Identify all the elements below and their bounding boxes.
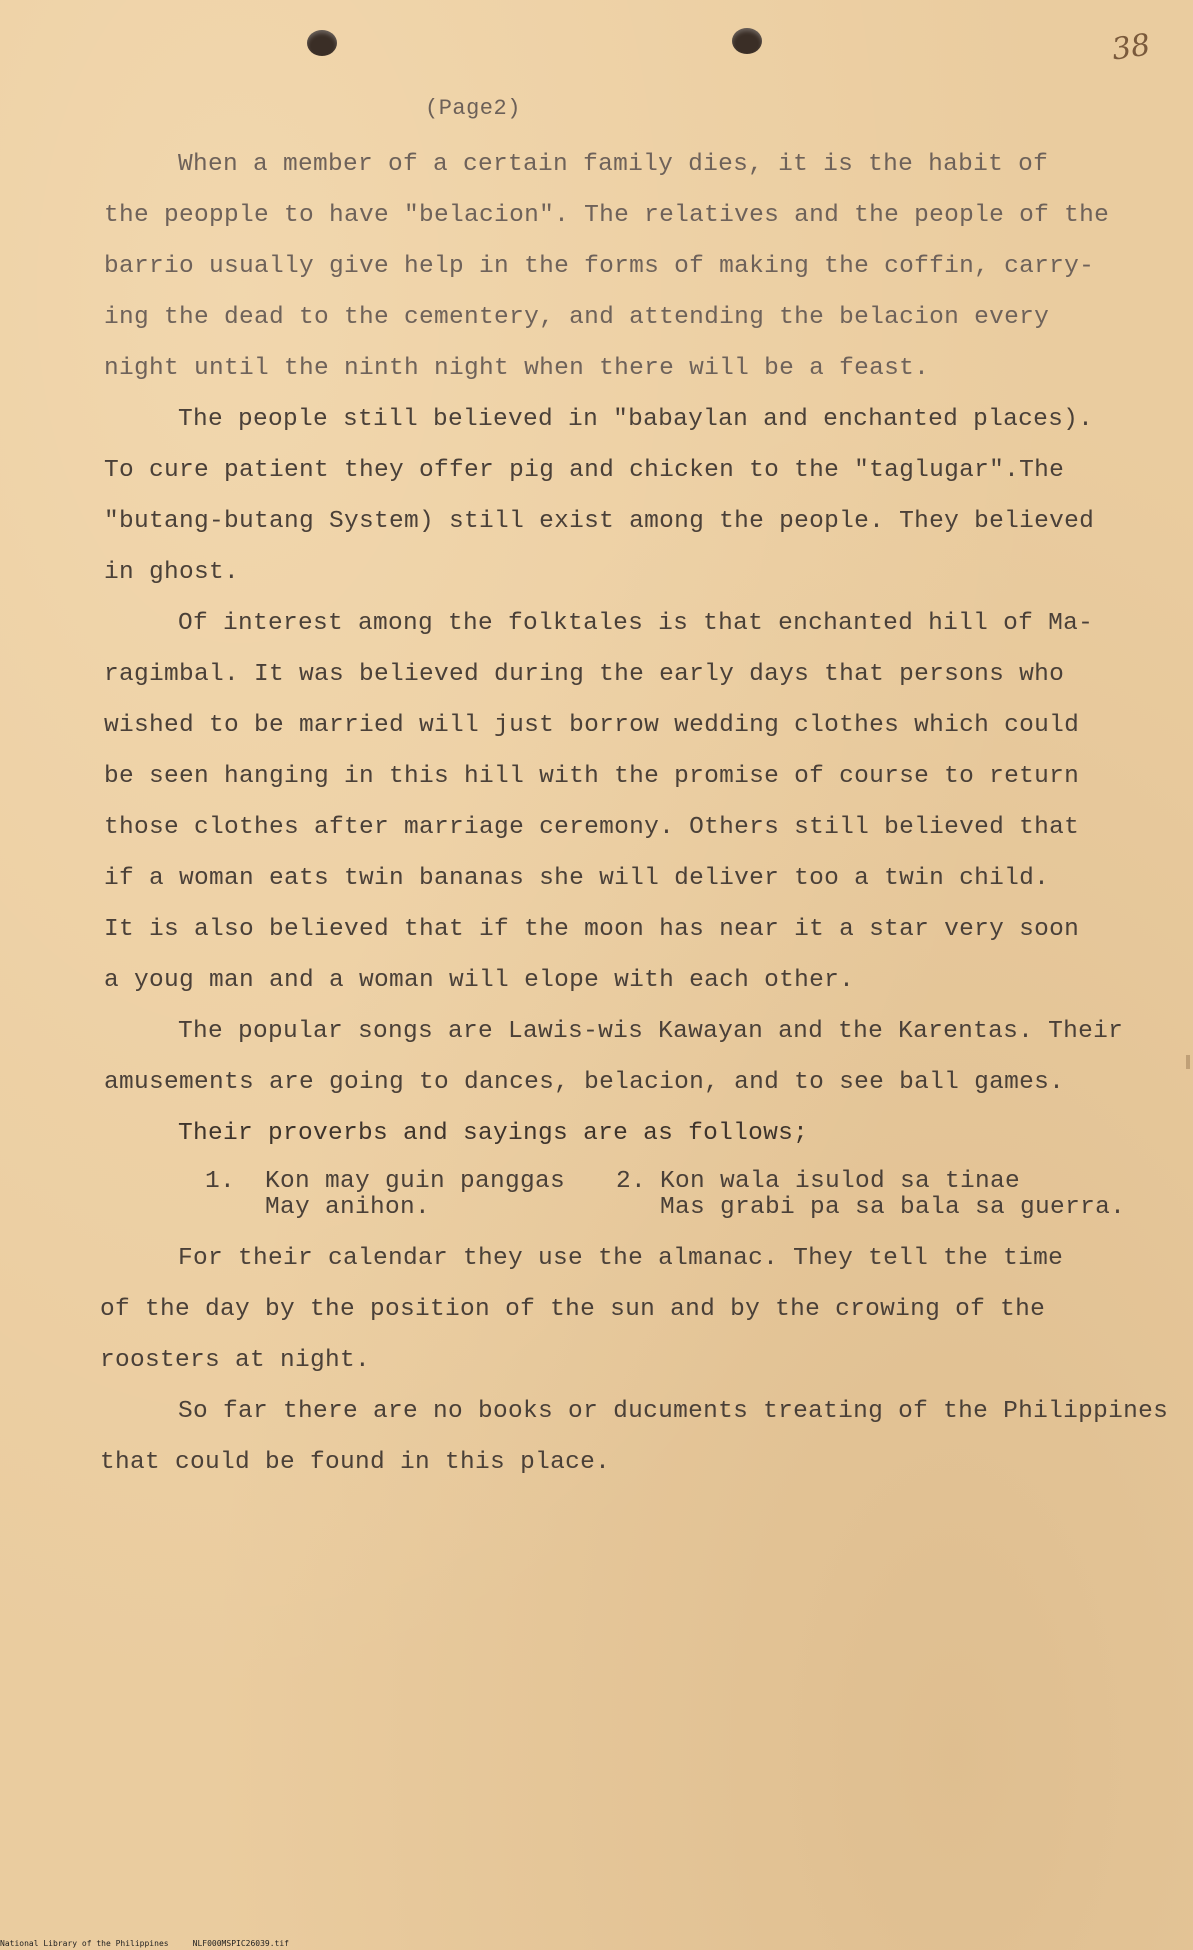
text-line: amusements are going to dances, belacion, and to see ball games. bbox=[104, 1069, 1065, 1096]
proverb-line: Kon may guin panggas bbox=[265, 1168, 566, 1195]
archive-footer: National Library of the Philippines NLF000MSPIC26039.tif bbox=[0, 1939, 289, 1948]
text-line: "butang-butang System) still exist among the people. They believed bbox=[104, 508, 1095, 535]
text-line: Their proverbs and sayings are as follows; bbox=[178, 1120, 809, 1147]
text-line: the peopple to have "belacion". The relatives and the people of the bbox=[104, 202, 1110, 229]
text-line: that could be found in this place. bbox=[100, 1449, 611, 1476]
proverb-number: 1. bbox=[205, 1168, 236, 1195]
text-line: of the day by the position of the sun and by the crowing of the bbox=[100, 1296, 1046, 1323]
text-line: So far there are no books or ducuments treating of the Philippines bbox=[178, 1398, 1169, 1425]
text-line: night until the ninth night when there will be a feast. bbox=[104, 355, 930, 382]
text-line: ragimbal. It was believed during the early days that persons who bbox=[104, 661, 1065, 688]
text-line: roosters at night. bbox=[100, 1347, 371, 1374]
page-label: (Page2) bbox=[425, 96, 521, 121]
text-line: When a member of a certain family dies, it is the habit of bbox=[178, 151, 1049, 178]
handwritten-page-number: 38 bbox=[1109, 27, 1153, 68]
proverb-line: Mas grabi pa sa bala sa guerra. bbox=[660, 1194, 1126, 1221]
text-line: those clothes after marriage ceremony. Others still believed that bbox=[104, 814, 1080, 841]
text-line: The people still believed in "babaylan and enchanted places). bbox=[178, 406, 1094, 433]
text-line: barrio usually give help in the forms of making the coffin, carry- bbox=[104, 253, 1095, 280]
text-line: in ghost. bbox=[104, 559, 240, 586]
punch-hole-left bbox=[307, 30, 337, 56]
text-line: ing the dead to the cementery, and attending the belacion every bbox=[104, 304, 1050, 331]
text-line: To cure patient they offer pig and chicken to the "taglugar".The bbox=[104, 457, 1065, 484]
proverb-number: 2. bbox=[616, 1168, 647, 1195]
text-line: a youg man and a woman will elope with each other. bbox=[104, 967, 855, 994]
text-line: Of interest among the folktales is that enchanted hill of Ma- bbox=[178, 610, 1094, 637]
punch-hole-right bbox=[732, 28, 762, 54]
text-line: It is also believed that if the moon has near it a star very soon bbox=[104, 916, 1080, 943]
text-line: wished to be married will just borrow wedding clothes which could bbox=[104, 712, 1080, 739]
text-line: The popular songs are Lawis-wis Kawayan and the Karentas. Their bbox=[178, 1018, 1124, 1045]
text-line: be seen hanging in this hill with the promise of course to return bbox=[104, 763, 1080, 790]
text-line: if a woman eats twin bananas she will deliver too a twin child. bbox=[104, 865, 1050, 892]
proverb-line: May anihon. bbox=[265, 1194, 431, 1221]
text-line: For their calendar they use the almanac. They tell the time bbox=[178, 1245, 1064, 1272]
edge-mark bbox=[1186, 1055, 1190, 1069]
proverb-line: Kon wala isulod sa tinae bbox=[660, 1168, 1021, 1195]
